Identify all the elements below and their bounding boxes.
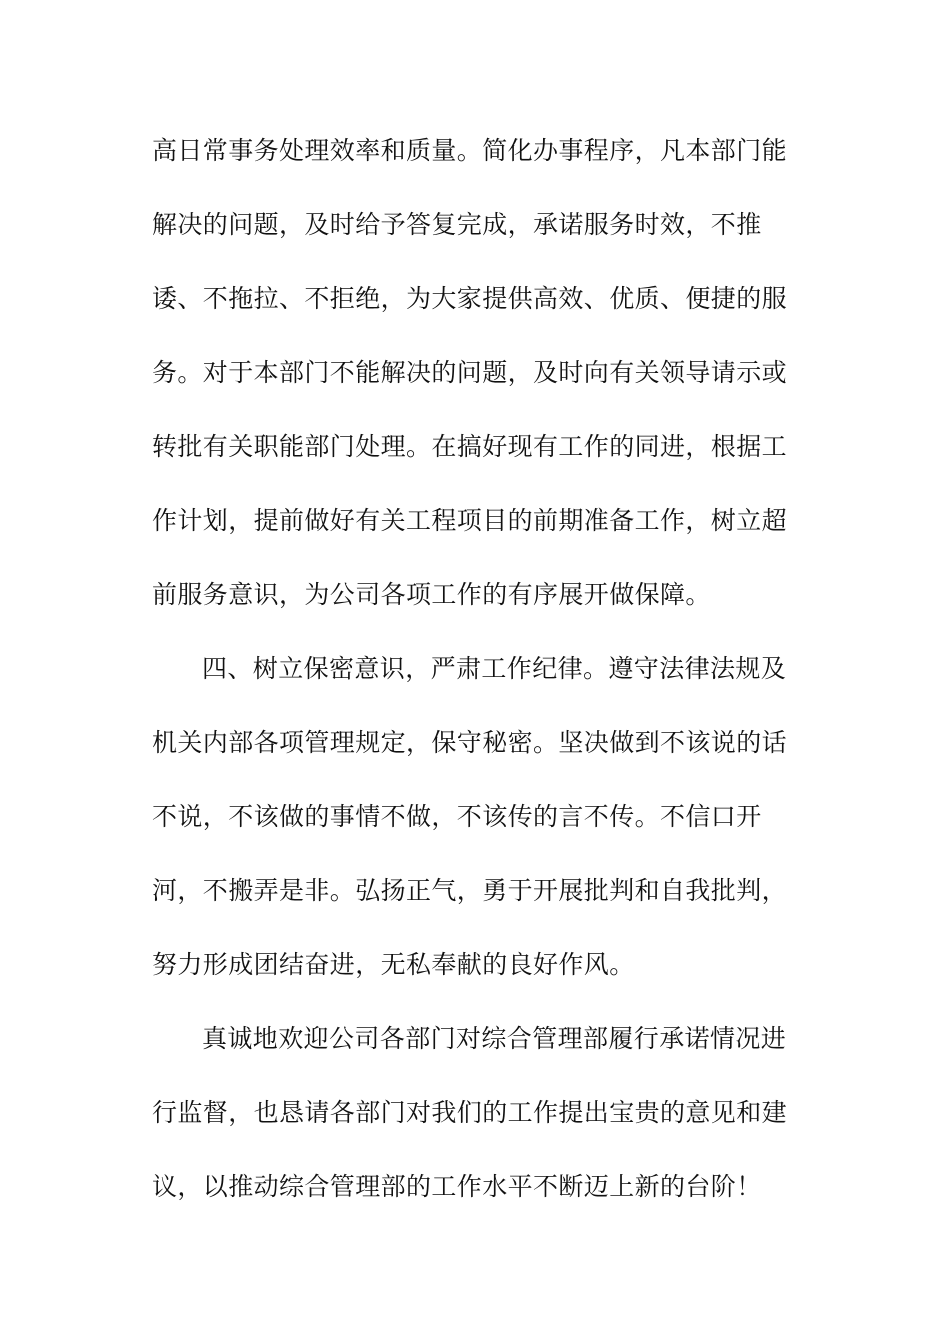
- text-line: 努力形成团结奋进，无私奉献的良好作风。: [152, 950, 635, 979]
- text-line: 务。对于本部门不能解决的问题，及时向有关领导请示或: [152, 358, 788, 387]
- document-body: [152, 122, 802, 1232]
- text-line: 高日常事务处理效率和质量。简化办事程序，凡本部门能: [152, 136, 788, 165]
- text-line: 河，不搬弄是非。弘扬正气，勇于开展批判和自我批判，: [152, 876, 788, 905]
- text-line: 行监督，也恳请各部门对我们的工作提出宝贵的意见和建: [152, 1098, 788, 1127]
- text-line: 不说，不该做的事情不做，不该传的言不传。不信口开: [152, 802, 762, 831]
- text-line: 机关内部各项管理规定，保守秘密。坚决做到不该说的话: [152, 728, 788, 757]
- text-line: 解决的问题，及时给予答复完成，承诺服务时效，不推: [152, 210, 762, 239]
- paragraph-start-line: 真诚地欢迎公司各部门对综合管理部履行承诺情况进: [202, 1024, 787, 1053]
- text-line: 诿、不拖拉、不拒绝，为大家提供高效、优质、便捷的服: [152, 284, 788, 313]
- text-line: 作计划，提前做好有关工程项目的前期准备工作，树立超: [152, 506, 788, 535]
- paragraph-start-line: 四、树立保密意识，严肃工作纪律。遵守法律法规及: [202, 654, 787, 683]
- text-line: 前服务意识，为公司各项工作的有序展开做保障。: [152, 580, 711, 609]
- text-line: 议，以推动综合管理部的工作水平不断迈上新的台阶！: [152, 1172, 762, 1201]
- text-line: 转批有关职能部门处理。在搞好现有工作的同进，根据工: [152, 432, 788, 461]
